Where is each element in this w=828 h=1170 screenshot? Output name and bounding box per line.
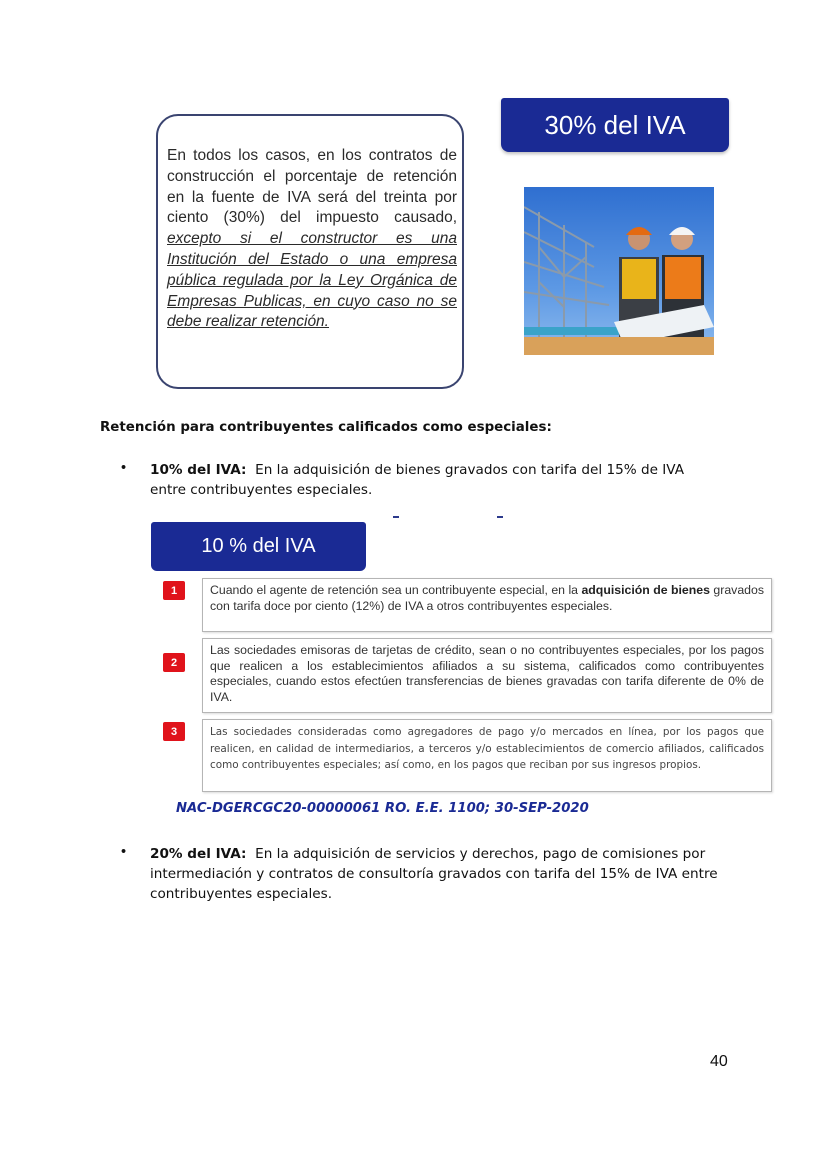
decorative-dash: [393, 516, 399, 518]
bullet-20-label: 20% del IVA:: [150, 846, 247, 862]
case-card-3: Las sociedades consideradas como agregadores de pago y/o mercados en línea, por los pagos que realicen, en calidad de intermediarios, a terceros y/o establecimientos de comercio afiliados, calificados como contribuyentes especiales; así como, en los pagos que reciban por sus ingresos propios.: [202, 719, 772, 792]
decorative-dash: [497, 516, 503, 518]
bullet-20-body: En la adquisición de servicios y derechos, pago de comisiones por intermediación y contratos de consultoría gravados con tarifa del 15% de IVA entre contribuyentes especiales.: [150, 846, 718, 902]
bullet-10-body: En la adquisición de bienes gravados con tarifa del 15% de IVA entre contribuyentes especiales.: [150, 462, 685, 498]
bullet-10-label: 10% del IVA:: [150, 462, 247, 478]
badge-1: 1: [163, 581, 185, 600]
banner-10-iva: 10 % del IVA: [151, 522, 366, 571]
case-card-2: Las sociedades emisoras de tarjetas de crédito, sean o no contribuyentes especiales, por los pagos que realicen a los establecimientos afiliados a su sistema, calificados como contribuyentes especiales, cuando estos efectúen transferencias de bienes gravadas con tarifa diferente de 0% de IVA.: [202, 638, 772, 713]
case-card-1: [202, 578, 772, 632]
construction-note-text: En todos los casos, en los contratos de construcción el porcentaje de retención en la fuente de IVA será del treinta por ciento (30%) del impuesto causado, excepto si el constructor es una Institución del Estado o una empresa pública regulada por la Ley Orgánica de Empresas Publicas, en cuyo caso no se debe realizar retención.: [167, 147, 457, 331]
construction-workers-photo: [524, 187, 714, 355]
section-heading: Retención para contribuyentes calificados como especiales:: [100, 420, 552, 435]
bullet-dot: •: [121, 460, 127, 476]
bullet-10-text: [150, 460, 720, 500]
case-1-text-a: Cuando el agente de retención sea un contribuyente especial, en la: [210, 583, 582, 597]
bullet-20-text: [150, 844, 720, 904]
construction-note-box: [156, 114, 464, 389]
badge-2: 2: [163, 653, 185, 672]
bullet-dot: •: [121, 844, 127, 860]
banner-30-iva: 30% del IVA: [501, 98, 729, 152]
page-number: 40: [710, 1053, 728, 1070]
exception-text: excepto si el constructor es una Institución del Estado o una empresa pública regulada por la Ley Orgánica de Empresas Publicas, en cuyo caso no se debe realizar retención.: [167, 230, 457, 331]
badge-3: 3: [163, 722, 185, 741]
legal-reference: NAC-DGERCGC20-00000061 RO. E.E. 1100; 30-SEP-2020: [176, 801, 589, 816]
case-1-bold: adquisición de bienes: [581, 583, 710, 597]
case-1-text-b: gravados con tarifa doce por ciento (12%) de IVA a otros contribuyentes especiales.: [210, 583, 764, 613]
